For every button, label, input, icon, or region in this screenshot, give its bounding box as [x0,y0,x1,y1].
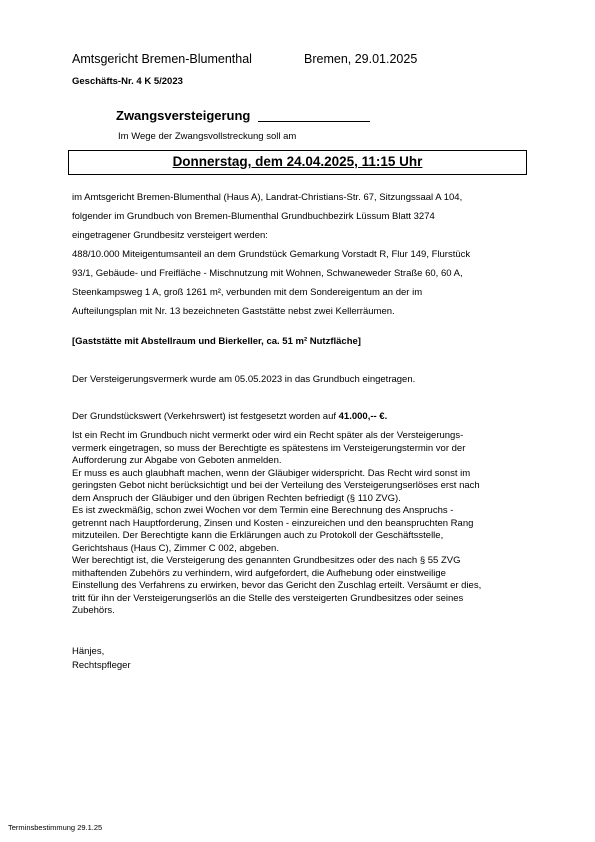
legal-line: vermerk eingetragen, so muss der Berechtigte es spätestens im Versteigerungstermin vor der [72,442,466,454]
property-note: [Gaststätte mit Abstellraum und Bierkeller, ca. 51 m² Nutzfläche] [72,336,361,347]
description-line: 488/10.000 Miteigentumsanteil an dem Grundstück Gemarkung Vorstadt R, Flur 149, Flurstück [72,249,471,260]
notice-title: Zwangsversteigerung [116,108,251,123]
legal-line: Wer berechtigt ist, die Versteigerung des genannten Grundbesitzes oder des nach § 55 ZVG [72,555,461,566]
description-line: 93/1, Gebäude- und Freifläche - Mischnutzung mit Wohnen, Schwaneweder Straße 60, 60 A, [72,268,463,279]
legal-line: Ist ein Recht im Grundbuch nicht vermerkt oder wird ein Recht später als der Versteigerungs- [72,430,464,441]
legal-instructions [72,430,552,618]
property-description [72,188,552,321]
signature-role: Rechtspfleger [72,660,131,671]
description-line: Steenkampsweg 1 A, groß 1261 m², verbunden mit dem Sondereigentum an der im [72,287,423,298]
legal-line: mithaftenden Zubehörs zu verhindern, wird aufgefordert, die Aufhebung oder einstweilige [72,567,446,579]
case-number: Geschäfts-Nr. 4 K 5/2023 [72,76,183,87]
legal-line: Einstellung des Verfahrens zu erwirken, bevor das Gericht den Zuschlag erteilt. Versäumt er dies, [72,580,482,591]
description-line: eingetragener Grundbesitz versteigert werden: [72,230,268,241]
notice-intro: Im Wege der Zwangsvollstreckung soll am [118,131,297,142]
legal-line: Zubehörs. [72,605,115,616]
legal-line: mitzuteilen. Der Berechtigte kann die Erklärungen auch zu Protokoll der Geschäftsstelle, [72,530,444,541]
court-name: Amtsgericht Bremen-Blumenthal [72,52,252,66]
footer-label: Terminsbestimmung 29.1.25 [8,823,103,832]
property-value [72,411,552,422]
auction-date-box [68,150,527,175]
value-label: Der Grundstückswert (Verkehrswert) ist festgesetzt worden auf [72,411,339,422]
description-line: folgender im Grundbuch von Bremen-Blumenthal Grundbuchbezirk Lüssum Blatt 3274 [72,211,435,222]
legal-line: Er muss es auch glaubhaft machen, wenn der Gläubiger widerspricht. Das Recht wird sonst im [72,467,471,479]
legal-line: geringsten Gebot nicht berücksichtigt und bei der Verteilung des Versteigerungserlöses erst nach [72,480,480,491]
signature [72,645,552,673]
legal-line: dem Anspruch der Gläubiger und den übrigen Rechten befriedigt (§ 110 ZVG). [72,492,401,504]
registration-note: Der Versteigerungsvermerk wurde am 05.05.2023 in das Grundbuch eingetragen. [72,374,416,385]
legal-line: tritt für ihn der Versteigerungserlös an die Stelle des versteigerten Grundbesitzes oder seines [72,592,464,604]
description-line: im Amtsgericht Bremen-Blumenthal (Haus A), Landrat-Christians-Str. 67, Sitzungssaal A 104, [72,192,463,203]
title-underline [258,121,370,122]
legal-line: Es ist zweckmäßig, schon zwei Wochen vor dem Termin eine Berechnung des Anspruchs - [72,505,454,516]
value-amount: 41.000,-- €. [338,411,388,422]
legal-line: Gerichtshaus (Haus C), Zimmer C 002, abgeben. [72,542,279,554]
legal-line: getrennt nach Hauptforderung, Zinsen und Kosten - einzureichen und den beanspruchten Rang [72,517,474,529]
legal-line: Aufforderung zur Abgabe von Geboten anmelden. [72,455,282,466]
signature-name: Hänjes, [72,646,105,657]
place-and-date: Bremen, 29.01.2025 [304,52,418,66]
description-line: Aufteilungsplan mit Nr. 13 bezeichneten Gaststätte nebst zwei Kellerräumen. [72,306,395,317]
auction-date: Donnerstag, dem 24.04.2025, 11:15 Uhr [172,154,423,169]
